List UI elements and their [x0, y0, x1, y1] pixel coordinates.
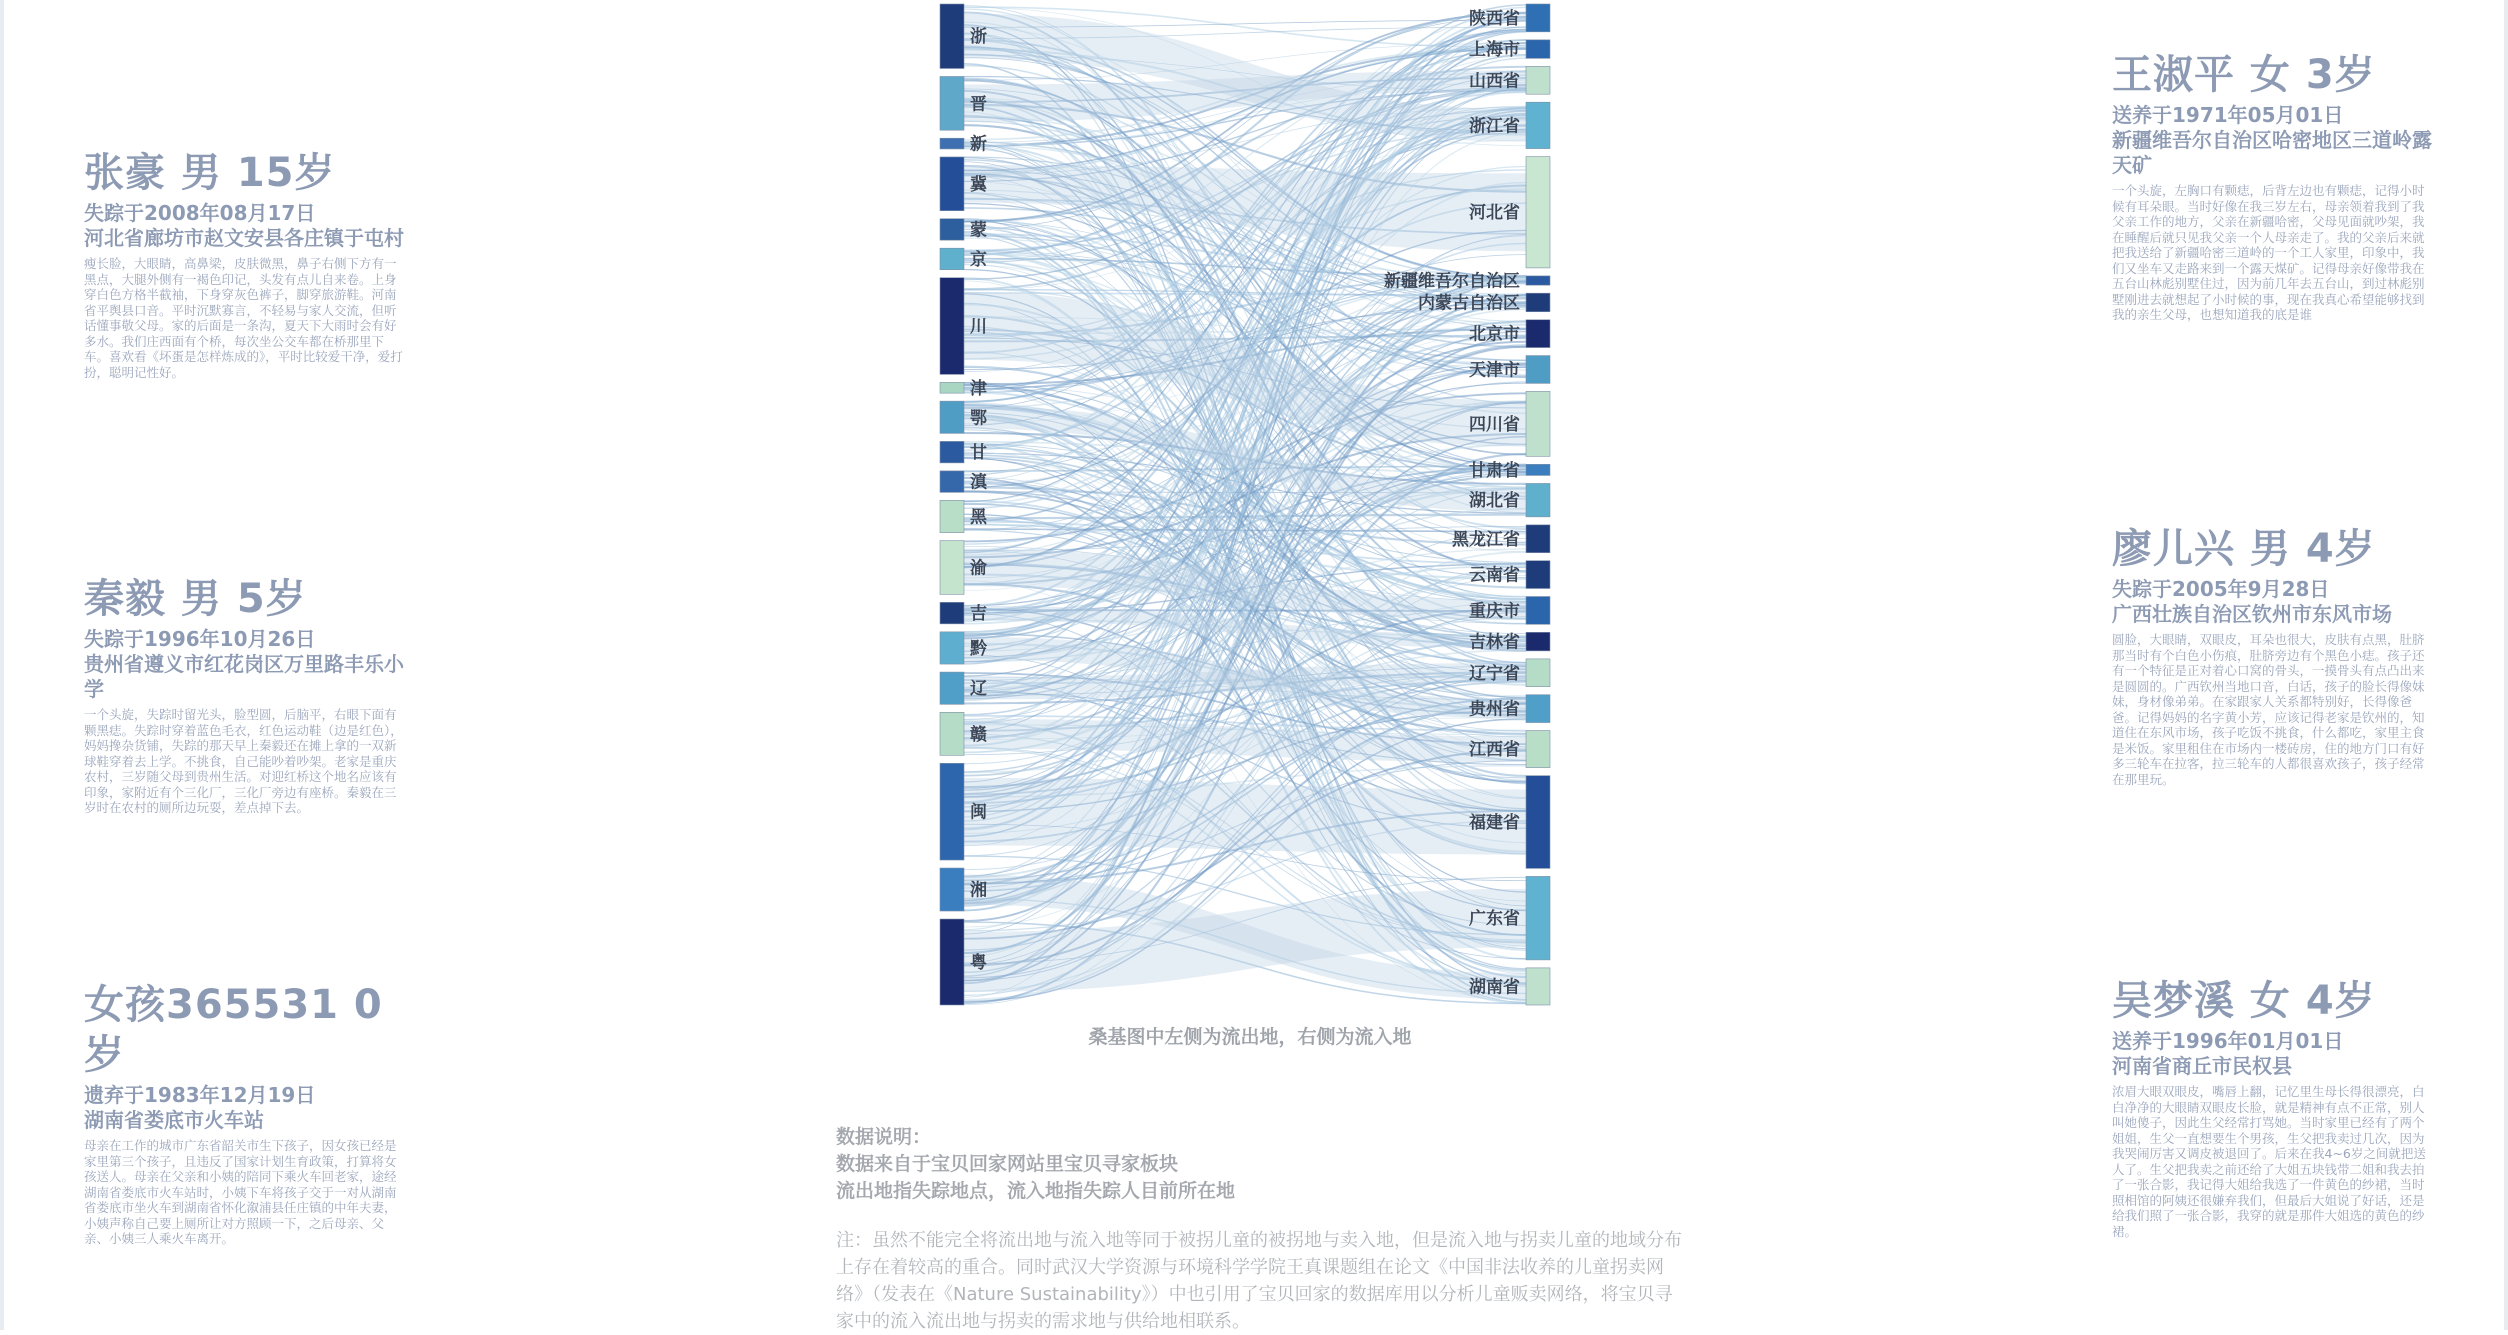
source-node-label: 粤: [970, 953, 987, 974]
target-node: [1526, 40, 1550, 59]
person-story: 圆脸，大眼睛，双眼皮，耳朵也很大，皮肤有点黑，肚脐那当时有个白色小伤痕，肚脐旁边有个黑色小痣。孩子还有一个特征是正对着心口窝的骨头，一摸骨头有点凸出来是圆圆的。广西钦州当地口音，白话，孩子的脸长得像妹妹，身材像弟弟。在家跟家人关系都特别好，长得像爸爸。记得妈妈的名字黄小芳，应该记得老家是钦州的，知道住在东风市场，孩子吃饭不挑食，什么都吃，家里主食是米饭。家里租住在市场内一楼砖房，住的地方门口有好多三轮车在拉客，拉三轮车的人都很喜欢孩子，孩子经常在那里玩。: [2112, 632, 2425, 787]
target-node: [1526, 695, 1550, 723]
target-node-label: 广东省: [1469, 909, 1520, 930]
target-node: [1526, 483, 1550, 516]
source-node-label: 冀: [970, 174, 987, 195]
source-node: [940, 382, 964, 393]
source-node-label: 赣: [970, 724, 987, 745]
source-node: [940, 76, 964, 130]
person-card-wumengxi: [2112, 976, 2432, 1239]
target-node-label: 云南省: [1469, 565, 1520, 586]
person-place: 湖南省娄底市火车站: [84, 1108, 264, 1132]
source-node: [940, 632, 964, 664]
person-story: 一个头旋，左胸口有颗痣，后背左边也有颗痣，记得小时候有耳朵眼。当时好像在我三岁左右，母亲领着我到了我父亲工作的地方，父亲在新疆哈密，父母见面就吵架，我在睡醒后就只见我父亲一个人母亲走了。我的父亲后来就把我送给了新疆哈密三道岭的一个工人家里，印象中，我们又坐车又走路来到一个露天煤矿。记得母亲好像带我在五台山林彪别墅住过，因为前几年去五台山，到过林彪别墅刚进去就想起了小时候的事，现在我真心希望能够找到我的亲生父母，也想知道我的底是谁: [2112, 183, 2425, 322]
source-node-label: 黔: [970, 638, 987, 659]
notes-remark: 注：虽然不能完全将流出地与流入地等同于被拐儿童的被拐地与卖入地，但是流入地与拐卖儿童的地域分布上存在着较高的重合。同时武汉大学资源与环境科学学院王真课题组在论文《中国非法收养的儿童拐卖网络》（发表在《Nature Sustainability》）中也引用了宝贝回家的数据库用以分析儿童贩卖网络，将宝贝寻家中的流入流出地与拐卖的需求地与供给地相联系。: [836, 1230, 1682, 1332]
target-node-label: 浙江省: [1469, 116, 1520, 137]
target-node-label: 山西省: [1469, 71, 1520, 92]
target-node: [1526, 525, 1550, 553]
source-node-label: 川: [970, 317, 987, 338]
target-node-label: 河北省: [1469, 203, 1520, 224]
sankey-links: [964, 5, 1526, 1005]
target-node-label: 湖北省: [1469, 491, 1520, 512]
source-node-label: 渝: [970, 558, 987, 579]
source-node: [940, 138, 964, 149]
target-node: [1526, 157, 1550, 268]
target-node: [1526, 968, 1550, 1005]
target-node-label: 湖南省: [1469, 977, 1520, 998]
source-node-label: 辽: [970, 679, 987, 700]
source-node: [940, 157, 964, 211]
source-node: [940, 712, 964, 755]
target-node: [1526, 597, 1550, 625]
right-edge-bar: [2504, 0, 2508, 1330]
target-node: [1526, 561, 1550, 589]
target-node: [1526, 66, 1550, 94]
person-date: 失踪于2008年08月17日: [84, 201, 316, 225]
person-name: 廖儿兴 男 4岁: [2112, 526, 2376, 572]
target-node: [1526, 320, 1550, 348]
target-node-label: 黑龙江省: [1452, 529, 1520, 550]
source-node: [940, 541, 964, 595]
notes-source: 数据来自于宝贝回家网站里宝贝寻家板块: [836, 1153, 1179, 1175]
notes-definition: 流出地指失踪地点，流入地指失踪人目前所在地: [836, 1180, 1236, 1202]
source-node-label: 浙: [970, 27, 987, 48]
sankey-band: [964, 778, 1526, 855]
source-node-label: 湘: [970, 880, 987, 901]
person-place: 贵州省遵义市红花岗区万里路丰乐小学: [84, 652, 404, 701]
source-node-label: 黑: [970, 507, 987, 528]
target-node: [1526, 659, 1550, 687]
source-node: [940, 219, 964, 240]
person-place: 河北省廊坊市赵文安县各庄镇于屯村: [84, 226, 404, 250]
source-node-label: 晋: [970, 94, 987, 115]
sankey-chart: [930, 0, 1570, 1015]
data-notes: [836, 1124, 1686, 1335]
target-node-label: 吉林省: [1469, 632, 1520, 653]
person-name: 吴梦溪 女 4岁: [2112, 978, 2376, 1024]
person-date: 遗弃于1983年12月19日: [84, 1083, 316, 1107]
person-date: 失踪于1996年10月26日: [84, 627, 316, 651]
target-node: [1526, 356, 1550, 384]
notes-heading: 数据说明：: [836, 1126, 932, 1148]
target-node-label: 甘肃省: [1469, 460, 1520, 481]
left-edge-bar: [0, 0, 4, 1330]
target-node-label: 辽宁省: [1469, 663, 1520, 684]
person-place: 河南省商丘市民权县: [2112, 1054, 2292, 1078]
target-node-label: 天津市: [1469, 360, 1520, 381]
source-node: [940, 278, 964, 375]
person-name: 张豪 男 15岁: [84, 150, 336, 196]
person-card-wangshuping: [2112, 50, 2432, 323]
person-name: 王淑平 女 3岁: [2112, 52, 2376, 98]
person-story: 瘦长脸，大眼睛，高鼻梁，皮肤微黑，鼻子右侧下方有一黑点，大腿外侧有一褐色印记，头发有点儿自来卷。上身穿白色方格半截袖，下身穿灰色裤子，脚穿旅游鞋。河南省平舆县口音。平时沉默寡言，不轻易与家人交流，但听话懂事敬父母。家的后面是一条沟，夏天下大雨时会有好多水。我们庄西面有个桥，每次坐公交车都在桥那里下车。喜欢看《坏蛋是怎样炼成的》，平时比较爱干净，爱打扮，聪明记性好。: [84, 256, 403, 380]
source-node: [940, 672, 964, 704]
source-node-label: 滇: [970, 472, 987, 493]
target-node-label: 贵州省: [1469, 699, 1520, 720]
target-node: [1526, 876, 1550, 959]
person-card-girl365531: [84, 980, 404, 1247]
target-node-label: 北京市: [1469, 324, 1520, 345]
source-node: [940, 248, 964, 269]
target-node: [1526, 776, 1550, 869]
source-node: [940, 441, 964, 462]
target-node: [1526, 391, 1550, 456]
source-node-label: 甘: [970, 443, 987, 464]
source-node: [940, 401, 964, 433]
target-node-label: 江西省: [1469, 740, 1520, 761]
source-node-label: 津: [970, 378, 987, 399]
target-node: [1526, 464, 1550, 475]
chart-caption: 桑基图中左侧为流出地，右侧为流入地: [1088, 1026, 1412, 1048]
person-card-zhanghao: [84, 148, 404, 380]
target-node-label: 福建省: [1469, 813, 1520, 834]
person-story: 母亲在工作的城市广东省韶关市生下孩子，因女孩已经是家里第三个孩子，且违反了国家计划生育政策，打算将女孩送人。母亲在父亲和小姨的陪同下乘火车回老家，途经湖南省娄底市火车站时，小姨下车将孩子交于一对从湖南省娄底市坐火车到湖南省怀化溆浦县任庄镇的中年夫妻，小姨声称自己要上厕所让对方照顾一下，之后母亲、父亲、小姨三人乘火车离开。: [84, 1138, 397, 1246]
target-node: [1526, 4, 1550, 32]
target-node: [1526, 276, 1550, 285]
target-node: [1526, 293, 1550, 312]
source-node-label: 吉: [970, 604, 987, 625]
person-date: 送养于1996年01月01日: [2112, 1029, 2344, 1053]
source-node-label: 新: [970, 134, 987, 155]
person-story: 浓眉大眼双眼皮，嘴唇上翻，记忆里生母长得很漂亮，白白净净的大眼睛双眼皮长脸，就是精神有点不正常，别人叫她傻子，因此生父经常打骂她。当时家里已经有了两个姐姐，生父一直想要生个男孩，生父把我卖过几次，因为我哭闹厉害又调皮被退回了。后来在我4~6岁之间就把送人了。生父把我卖之前还给了大姐五块钱带二姐和我去拍了一张合影，我记得大姐给我选了一件黄色的纱裙，当时照相馆的阿姨还很嫌弃我们，但最后大姐说了好话，还是给我们照了一张合影，我穿的就是那件大姐选的黄色的纱裙。: [2112, 1084, 2426, 1239]
person-date: 失踪于2005年9月28日: [2112, 577, 2330, 601]
target-node: [1526, 731, 1550, 768]
target-node-label: 重庆市: [1469, 601, 1520, 622]
target-node-label: 上海市: [1469, 40, 1520, 61]
source-node: [940, 500, 964, 532]
source-node-label: 鄂: [970, 408, 987, 429]
person-place: 新疆维吾尔自治区哈密地区三道岭露天矿: [2112, 128, 2432, 177]
target-node-label: 内蒙古自治区: [1418, 293, 1520, 314]
target-node-label: 四川省: [1469, 414, 1520, 435]
source-node: [940, 4, 964, 68]
person-name: 秦毅 男 5岁: [84, 576, 307, 622]
target-node: [1526, 102, 1550, 148]
target-node: [1526, 632, 1550, 651]
source-node-label: 京: [970, 249, 987, 270]
person-story: 一个头旋，失踪时留光头，脸型圆，后脑平，右眼下面有颗黑痣。失踪时穿着蓝色毛衣，红色运动鞋（边是红色），妈妈搀杂货铺，失踪的那天早上秦毅还在摊上拿的一双新球鞋穿着去上学。不挑食，自己能吵着吵架。老家是重庆农村，三岁随父母到贵州生活。对迎红桥这个地名应该有印象，家附近有个三化厂，三化厂旁边有座桥。秦毅在三岁时在农村的厕所边玩耍，差点掉下去。: [84, 707, 403, 815]
source-node: [940, 868, 964, 911]
target-node-label: 新疆维吾尔自治区: [1384, 271, 1520, 292]
person-card-liaoerxing: [2112, 524, 2432, 787]
source-node: [940, 763, 964, 860]
person-card-qinyi: [84, 574, 404, 816]
source-node: [940, 919, 964, 1005]
source-node: [940, 471, 964, 492]
target-node-label: 陕西省: [1469, 8, 1520, 29]
source-node-label: 蒙: [970, 220, 987, 241]
person-place: 广西壮族自治区钦州市东风市场: [2112, 602, 2392, 626]
source-node-label: 闽: [970, 802, 987, 823]
person-name: 女孩365531 0岁: [84, 982, 383, 1078]
person-date: 送养于1971年05月01日: [2112, 103, 2344, 127]
source-node: [940, 602, 964, 623]
